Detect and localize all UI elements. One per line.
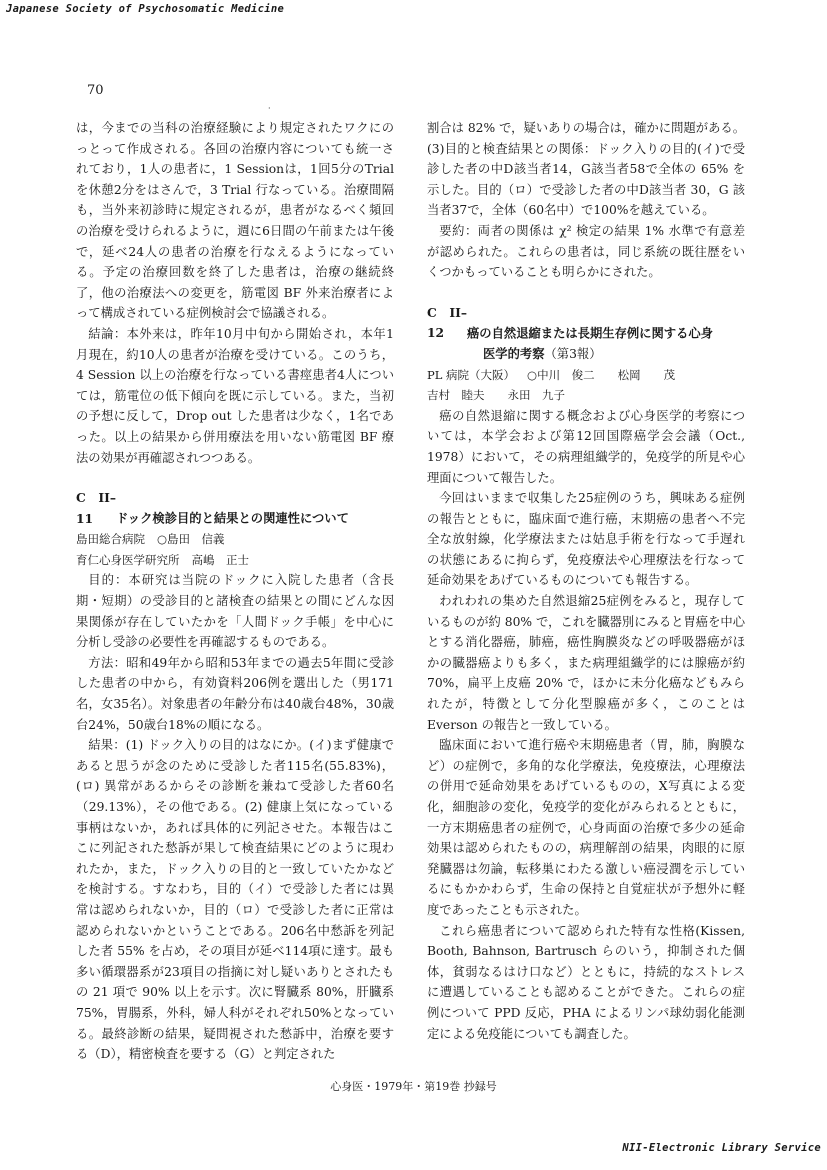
left-paragraph-1: は，今までの当科の治療経験により規定されたワクにのっとって作成される。各回の治療内容についても統一されており，1人の患者に，1 Sessionは，1回5分のTrialを休憩2分をはさんで，3 Trial 行なっている。治療間隔も，当外来初診時に規定されるが，患者がなるべく頻回の治療を受けられるように，週に6日間の午前または午後で，延べ24人の患者の治療を行なえるようになっている。予定の治療回数を終了した患者は，治療の継続終了，他の治療法への変更を，筋電図 BF 外来治療者によって構成されている症例検討会で協議される。 bbox=[76, 121, 394, 321]
author-name: ○島田 信義 bbox=[157, 532, 225, 547]
left-paragraph-2: 結論：本外来は，昨年10月中旬から開始され，本年1月現在，約10人の患者が治療を受けている。このうち，4 Session 以上の治療を行なっている書痙患者4人については，筋電位の低下傾向を既に示している。また，当初の予想に反して，Drop out した患者は少なく，1名であった。以上の結果から併用療法を用いない筋電図 BF 療法の効果が再確認されつつある。 bbox=[76, 326, 394, 465]
journal-header: Japanese Society of Psychosomatic Medicine bbox=[6, 3, 285, 15]
stray-dot: · bbox=[268, 104, 271, 113]
section-paragraph-4: 臨床面において進行癌や末期癌患者（胃，肺，胸膜など）の症例で，多角的な化学療法，免疫療法，心理療法の併用で延命効果をあげているものの，X写真による変化，細胞診の変化，免疫学的変化がみられるとともに，一方末期癌患者の症例で，心身両面の治療で多少の延命効果は認められたものの，病理解剖の結果，肉眼的に原発臓器は勿論，転移巣にわたる激しい癌浸潤を示しているにもかかわらず，生命の保持と自覚症状が予想外に軽度であったことも示された。 bbox=[427, 738, 745, 917]
section-title-continued bbox=[427, 344, 745, 365]
section-title: ドック検診目的と結果との関連性について bbox=[116, 511, 349, 526]
right-paragraph-1: 割合は 82% で，疑いありの場合は，確かに問題がある。(3)目的と検査結果との関係：ドック入りの目的(イ)で受診した者の中D該当者14，G該当者58で全体の 65% を示した。目的（ロ）で受診した者の中D該当者 30，G 該当者37で，全体（60名中）で100%を越えている。 bbox=[427, 121, 745, 218]
section-title-line-1: 癌の自然退縮または長期生存例に関する心身 bbox=[467, 326, 713, 341]
section-paragraph-2: 方法：昭和49年から昭和53年までの過去5年間に受診した患者の中から，有効資料206例を選出した（男171名，女35名）。対象患者の年齢分布は40歳台48%，30歳台24%，50歳台18%の順になる。 bbox=[76, 655, 394, 732]
author-institution: PL 病院（大阪） bbox=[427, 367, 516, 382]
right-column bbox=[427, 118, 745, 1044]
author-names: ○中川 俊二 松岡 茂 bbox=[527, 367, 676, 382]
author-name: 高嶋 正士 bbox=[191, 552, 249, 567]
author-institution: 島田総合病院 bbox=[76, 532, 145, 547]
section-paragraph-1: 癌の自然退縮に関する概念および心身医学的考察については，本学会および第12回国際癌学会会議（Oct., 1978）において，その病理組織学的，免疫学的所見や心理面について報告した。 bbox=[427, 408, 745, 485]
section-heading-c2-12 bbox=[427, 303, 745, 344]
section-code: C II–12 bbox=[427, 304, 467, 341]
right-paragraph-2: 要約：両者の関係は χ² 検定の結果 1% 水準で有意差が認められた。これらの患者は，同じ系統の既往歴をいくつかもっていることも明らかにされた。 bbox=[427, 223, 745, 280]
section-paragraph-5: これら癌患者について認められた特有な性格(Kissen, Booth, Bahnson, Bartrusch らのいう，抑制された個体，貧弱なるはけ口など）とともに，持続的なストレスに遭遇していることも認めることができた。これらの症例について PPD 反応，PHA によるリンパ球幼弱化能測定による免疫能についても調査した。 bbox=[427, 923, 745, 1041]
author-names: 吉村 睦夫 永田 九子 bbox=[427, 388, 565, 403]
page-number: 70 bbox=[87, 83, 104, 98]
section-paragraph-1: 目的：本研究は当院のドックに入院した患者（含長期・短期）の受診目的と諸検査の結果との間にどんな因果関係が存在していたかを「人間ドック手帳」を中心に分析し受診の必要性を再確認するものである。 bbox=[76, 573, 394, 650]
author-line-1 bbox=[427, 365, 745, 386]
section-paragraph-2: 今回はいままで収集した25症例のうち，興味ある症例の報告とともに，臨床面で進行癌，末期癌の患者へ不完全な放射線，化学療法または姑息手術を行なって手遅れの状態にあるに拘らず，免疫療法や心理療法を行なって延命効果をあげているものについても報告する。 bbox=[427, 491, 745, 588]
left-column bbox=[76, 118, 394, 1065]
author-line-1 bbox=[76, 529, 394, 550]
author-line-2 bbox=[427, 385, 745, 406]
author-line-2 bbox=[76, 550, 394, 571]
section-title-line-2: 医学的考察 bbox=[483, 346, 545, 361]
section-paragraph-3: 結果：(1) ドック入りの目的はなにか。(イ)まず健康であると思うが念のために受診した者115名(55.83%)，(ロ) 異常があるからその診断を兼ねて受診した者60名（29.13%），その他である。(2) 健康上気になっている事柄はないか，あれば具体的に列記させた。本報告はここに列記された愁訴が果して検査結果にどのように現われたか，また，ドック入りの目的と一致していたかなどを検討する。すなわち，目的（イ）で受診した者には異常は認められないか，目的（ロ）で受診した者に正常は認められないかということである。206名中愁訴を列記した者 55% を占め，その項目が延べ114項に達す。最も多い循環器系が23項目の指摘に対し疑いありとされたもの 21 項で 90% 以上を示す。次に腎臓系 80%，肝臓系 75%，胃腸系，外科，婦人科がそれぞれ50%となっている。最終診断の結果，疑問視された愁訴中，治療を要する（D），精密検査を要する（G）と判定された bbox=[76, 738, 394, 1062]
section-paragraph-3: われわれの集めた自然退縮25症例をみると，現存しているものが約 80% で，これを臓器別にみると胃癌を中心とする消化器癌，肺癌，癌性胸膜炎などの呼吸器癌がほかの臓器癌よりも多く，また病理組織学的には腺癌が約 70%，扁平上皮癌 20% で，ほかに未分化癌などもみられたが，特徴として分化型腺癌が多く，このことは Everson の報告と一致している。 bbox=[427, 594, 745, 732]
section-heading-c2-11 bbox=[76, 488, 394, 529]
author-institution: 育仁心身医学研究所 bbox=[76, 552, 180, 567]
section-report-number: （第3報） bbox=[544, 346, 602, 361]
page-footer: 心身医・1979年・第19巻 抄録号 bbox=[330, 1080, 497, 1093]
section-code: C II–11 bbox=[76, 490, 116, 526]
library-watermark: NII-Electronic Library Service bbox=[622, 1142, 821, 1154]
